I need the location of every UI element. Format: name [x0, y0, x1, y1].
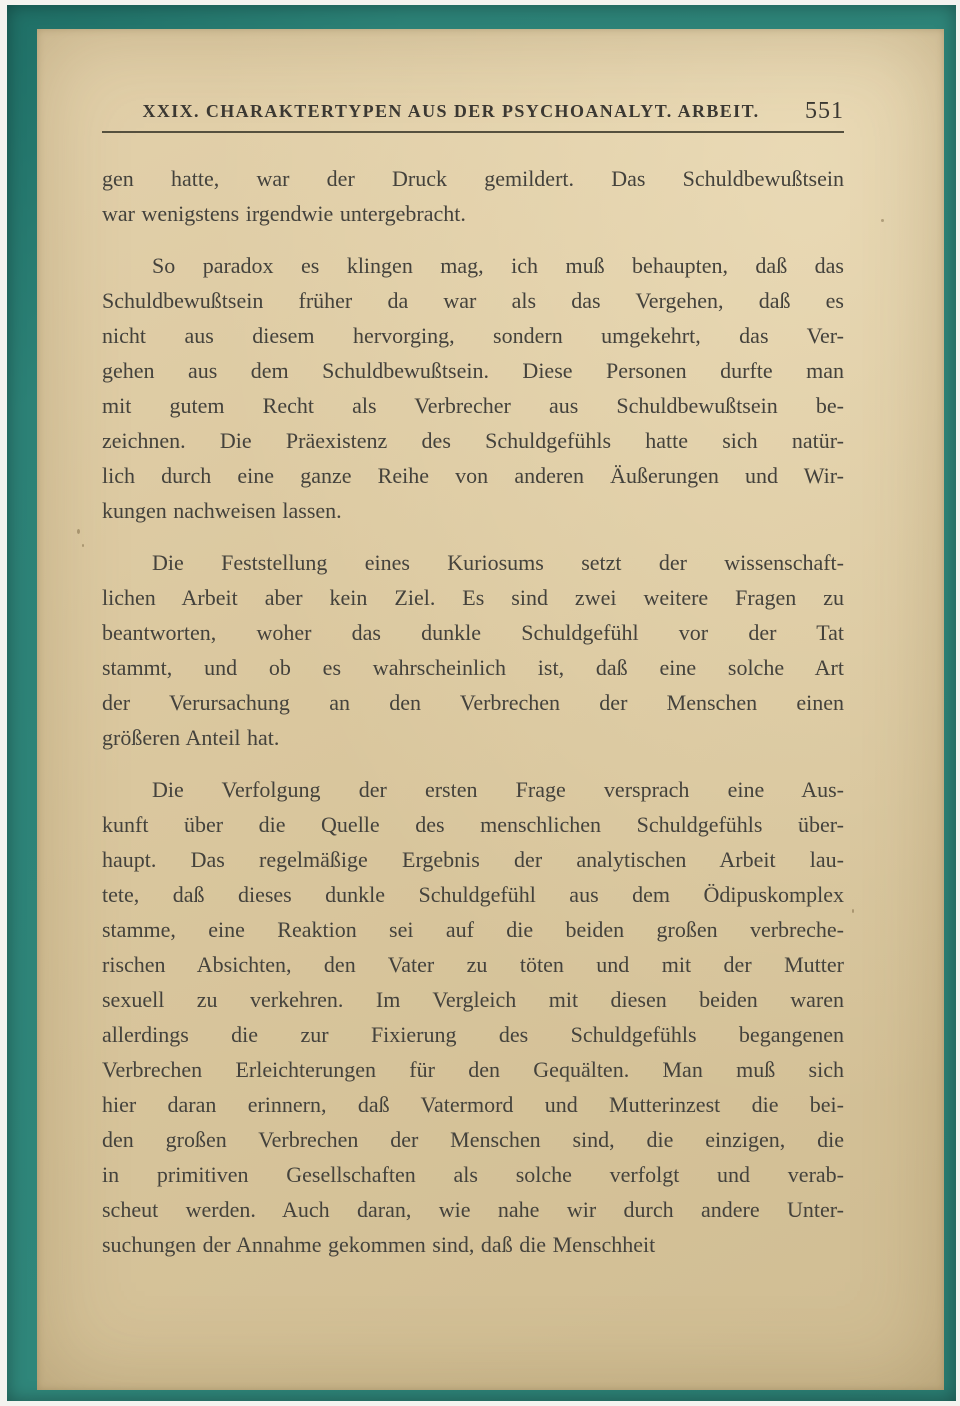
body-text	[102, 161, 844, 1262]
text-line: suchungen der Annahme gekommen sind, daß die Menschheit	[102, 1232, 656, 1257]
text-line: rischen Absichten, den Vater zu töten und mit der Mutter	[102, 952, 844, 977]
text-line: kungen nachweisen lassen.	[102, 498, 342, 523]
paragraph	[102, 545, 844, 755]
paragraph	[102, 248, 844, 528]
text-line: Die Feststellung eines Kuriosums setzt der wissenschaft-	[152, 550, 844, 575]
scan-speck	[77, 529, 80, 534]
text-line: den großen Verbrechen der Menschen sind, die einzigen, die	[102, 1127, 844, 1152]
text-line: Die Verfolgung der ersten Frage versprach eine Aus-	[152, 777, 844, 802]
text-line: So paradox es klingen mag, ich muß behaupten, daß das	[152, 253, 844, 278]
header-title: XXIX. CHARAKTERTYPEN AUS DER PSYCHOANALYT. ARBEIT.	[142, 101, 760, 121]
page-number: 551	[805, 98, 844, 124]
scan-speck	[82, 544, 84, 547]
text-line: der Verursachung an den Verbrechen der Menschen einen	[102, 690, 844, 715]
text-line: war wenigstens irgendwie untergebracht.	[102, 201, 466, 226]
paragraph	[102, 161, 844, 231]
running-header	[102, 29, 844, 133]
text-line: haupt. Das regelmäßige Ergebnis der analytischen Arbeit lau-	[102, 847, 844, 872]
scan-backdrop	[7, 5, 956, 1401]
text-line: stammt, und ob es wahrscheinlich ist, daß eine solche Art	[102, 655, 844, 680]
text-line: Schuldbewußtsein früher da war als das Vergehen, daß es	[102, 288, 844, 313]
text-line: nicht aus diesem hervorging, sondern umgekehrt, das Ver-	[102, 323, 844, 348]
text-line: lichen Arbeit aber kein Ziel. Es sind zwei weitere Fragen zu	[102, 585, 844, 610]
text-line: beantworten, woher das dunkle Schuldgefühl vor der Tat	[102, 620, 844, 645]
text-line: allerdings die zur Fixierung des Schuldgefühls begangenen	[102, 1022, 844, 1047]
text-line: stamme, eine Reaktion sei auf die beiden großen verbreche-	[102, 917, 844, 942]
text-line: lich durch eine ganze Reihe von anderen Äußerungen und Wir-	[102, 463, 844, 488]
text-line: scheut werden. Auch daran, wie nahe wir durch andere Unter-	[102, 1197, 844, 1222]
book-page	[37, 29, 944, 1390]
text-line: kunft über die Quelle des menschlichen Schuldgefühls über-	[102, 812, 844, 837]
text-line: größeren Anteil hat.	[102, 725, 280, 750]
text-line: Verbrechen Erleichterungen für den Gequälten. Man muß sich	[102, 1057, 844, 1082]
text-line: mit gutem Recht als Verbrecher aus Schuldbewußtsein be-	[102, 393, 844, 418]
scan-speck	[852, 909, 854, 913]
page-content	[102, 29, 844, 1262]
text-line: hier daran erinnern, daß Vatermord und Mutterinzest die bei-	[102, 1092, 844, 1117]
text-line: gehen aus dem Schuldbewußtsein. Diese Personen durfte man	[102, 358, 844, 383]
text-line: gen hatte, war der Druck gemildert. Das Schuldbewußtsein	[102, 166, 844, 191]
text-line: tete, daß dieses dunkle Schuldgefühl aus dem Ödipuskomplex	[102, 882, 844, 907]
text-line: zeichnen. Die Präexistenz des Schuldgefühls hatte sich natür-	[102, 428, 844, 453]
text-line: in primitiven Gesellschaften als solche verfolgt und verab-	[102, 1162, 844, 1187]
header-row	[102, 98, 844, 124]
scan-speck	[881, 219, 884, 222]
paragraph	[102, 772, 844, 1262]
header-rule	[102, 131, 844, 133]
text-line: sexuell zu verkehren. Im Vergleich mit diesen beiden waren	[102, 987, 844, 1012]
